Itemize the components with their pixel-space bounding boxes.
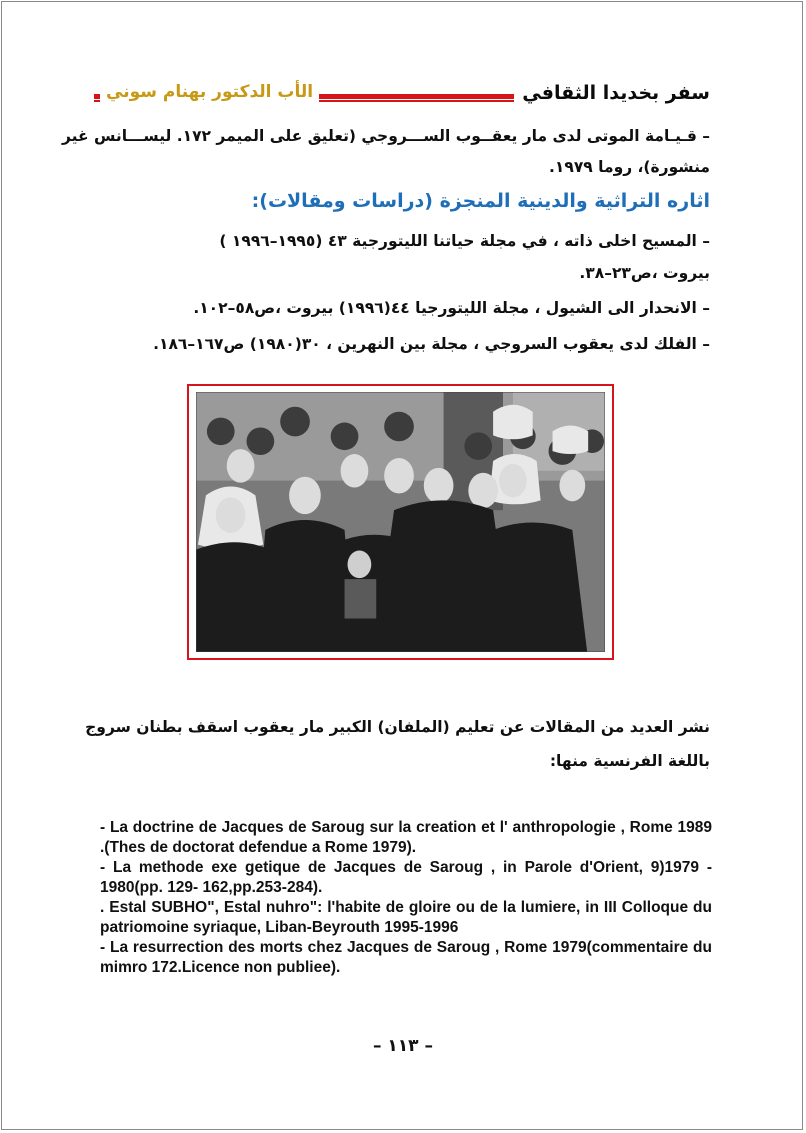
section-title: اثاره التراثية والدينية المنجزة (دراسات ومقالات): [251,190,710,212]
group-photo-illustration [196,392,605,652]
ar-item-1b: بيروت ،ص٢٣–٣٨. [579,264,710,282]
group-photo [196,392,605,652]
intro-line-2: باللغة الفرنسية منها: [549,752,710,770]
french-bibliography [100,818,712,978]
french-entry-2: - La methode exe getique de Jacques de Saroug , in Parole d'Orient, 9)1979 - 1980(pp. 129- 162,pp.253-284). [100,859,712,896]
page-header [94,80,710,112]
ar-line-2: منشورة)، روما ١٩٧٩. [549,158,710,176]
header-title-left: الأب الدكتور بهنام سوني [100,82,319,102]
header-title-right: سفر بخديدا الثقافي [514,82,710,104]
photo-frame [187,384,614,660]
intro-line-1: نشر العديد من المقالات عن تعليم (الملفان) الكبير مار يعقوب اسقف بطنان سروج [85,718,710,736]
ar-item-1a: – المسيح اخلى ذاته ، في مجلة حياتنا الليتورجية ٤٣ (١٩٩٥–١٩٩٦ ) [219,232,710,250]
ar-item-2: – الانحدار الى الشيول ، مجلة الليتورجيا ٤٤(١٩٩٦) بيروت ،ص٥٨–١٠٢. [193,299,710,317]
french-entry-3: . Estal SUBHO", Estal nuhro": l'habite de gloire ou de la lumiere, in III Colloque du patriomoine syriaque, Liban-Beyrouth 1995-1996 [100,899,712,936]
ar-item-3: – الفلك لدى يعقوب السروجي ، مجلة بين النهرين ، ٣٠(١٩٨٠) ص١٦٧–١٨٦. [153,335,710,353]
french-entry-1: - La doctrine de Jacques de Saroug sur la creation et l' anthropologie , Rome 1989 .(Thes de doctorat defendue a Rome 1979). [100,819,712,856]
page-number: – ١١٣ – [373,1036,433,1056]
french-entry-4: - La resurrection des morts chez Jacques de Saroug , Rome 1979(commentaire du mimro 172.Licence non publiee). [100,939,712,976]
ar-line-1: – قـيـامة الموتى لدى مار يعقــوب الســـروجي (تعليق على الميمر ١٧٢. ليســـانس غير [62,127,710,145]
